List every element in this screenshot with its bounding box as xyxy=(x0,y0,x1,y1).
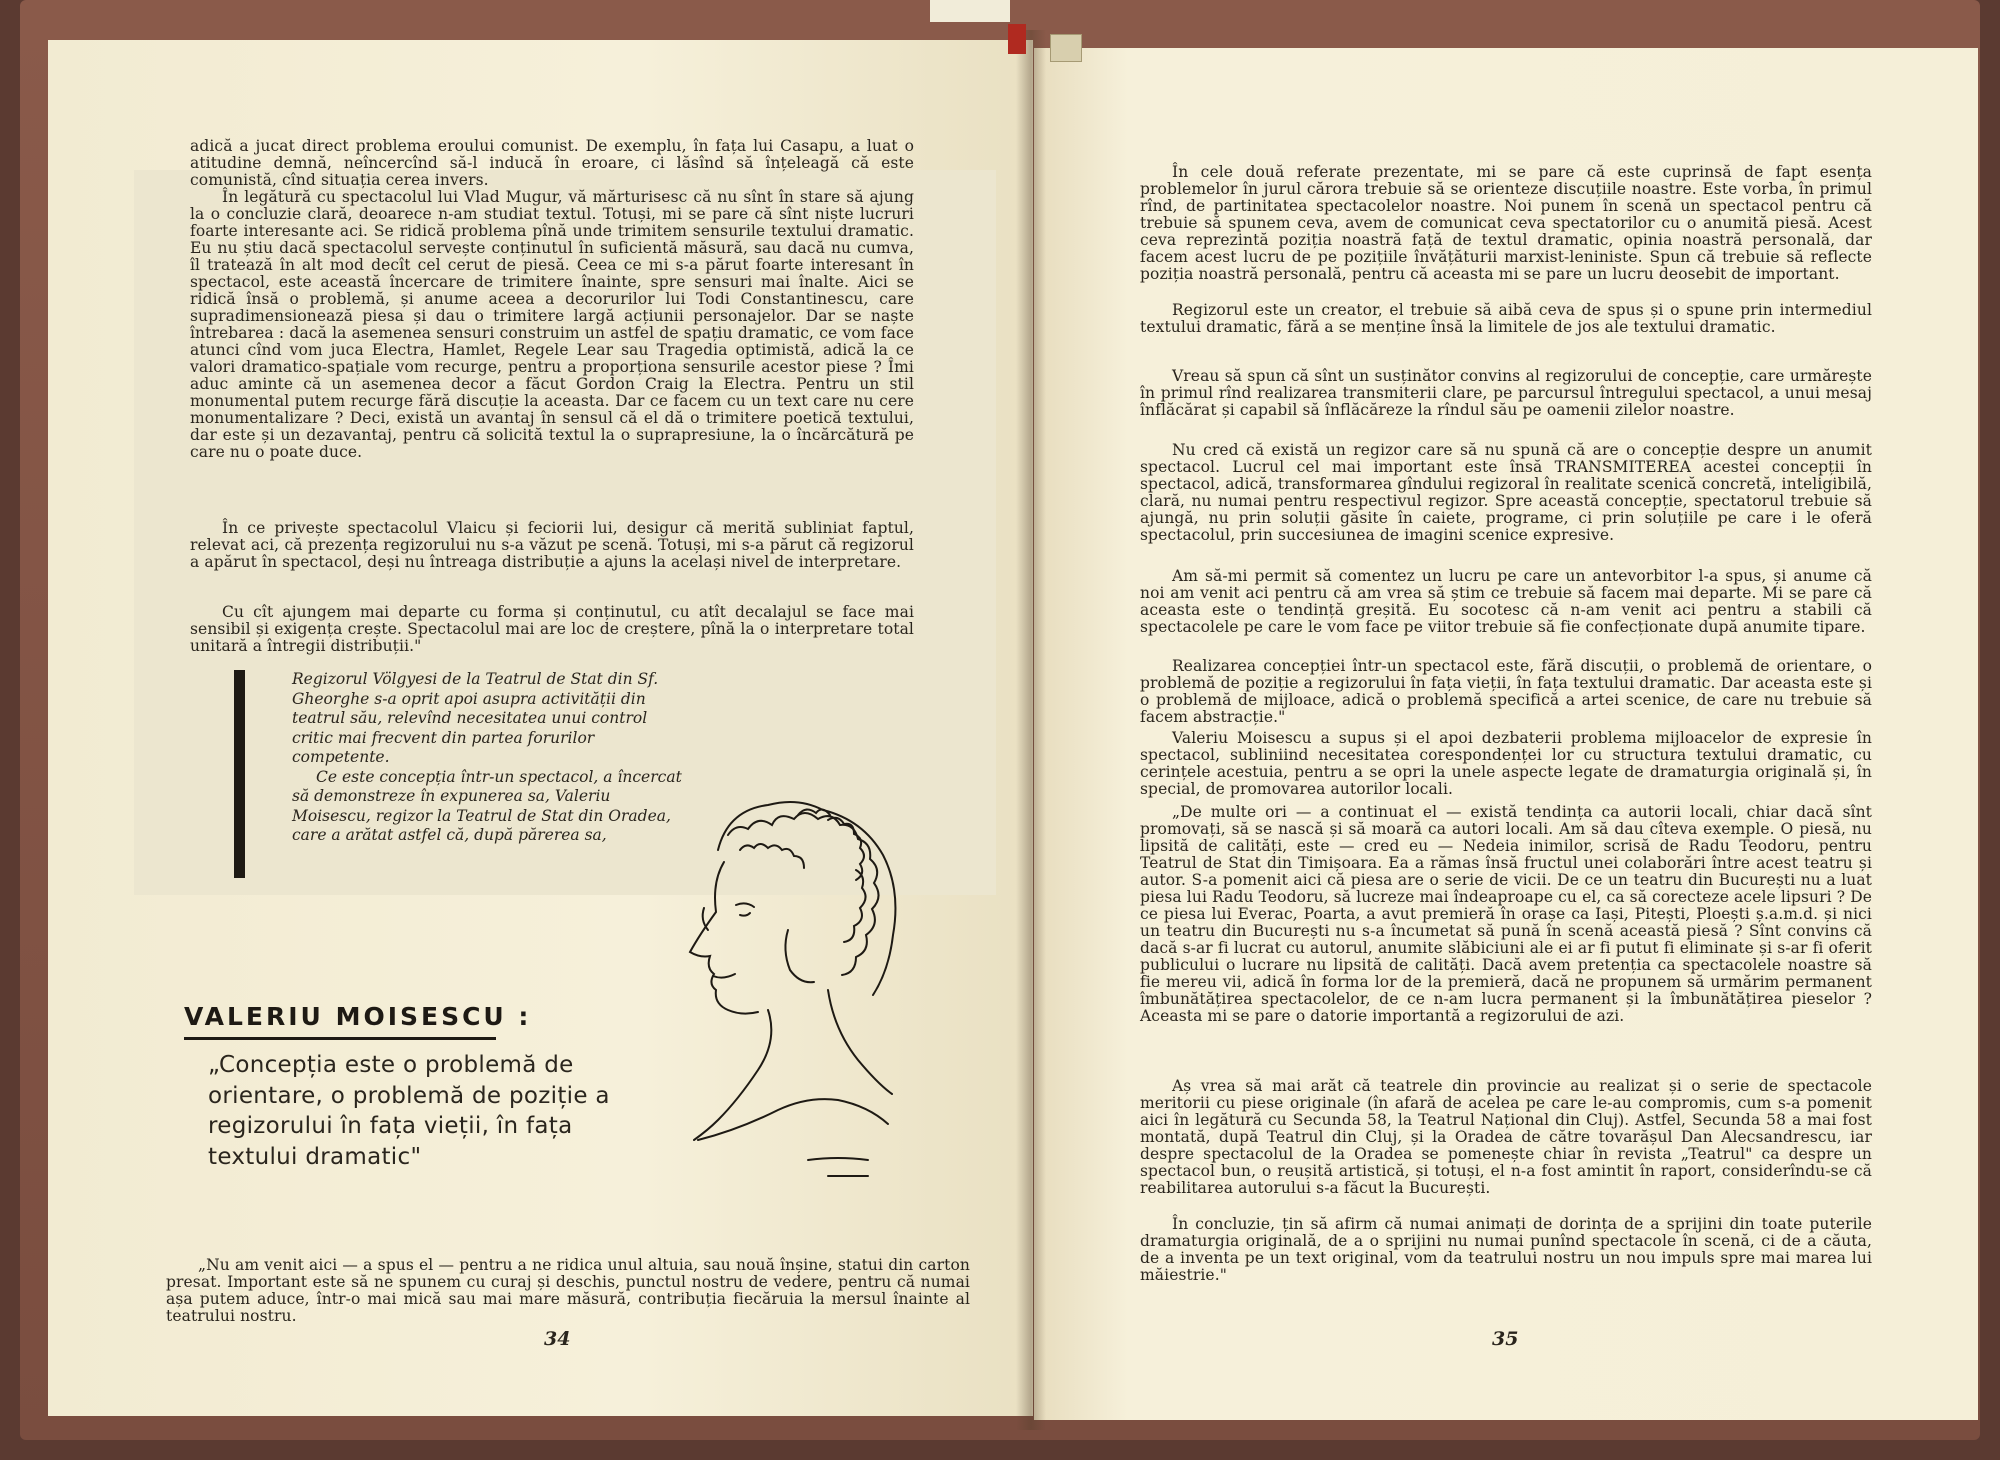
speaker-underline xyxy=(184,1037,496,1040)
intro-block xyxy=(292,670,682,846)
right-paragraph-4: Nu cred că există un regizor care să nu spună că are o concepție despre un anumit spectacol. Lucrul cel mai important este însă TRANSMITEREA acestei concepții în spectacol, adică, transformarea gîndului regizoral în realitate scenică concretă, inteligibilă, clară, nu numai pentru respectivul regizor. Spre această concepție, spectatorul trebuie să ajungă, nu prin soluții găsite în caiete, programe, ci prin soluțiile pe care i le oferă spectacolul, prin succesiunea de imagini scenice expresive. xyxy=(1140,441,1872,544)
left-page xyxy=(48,40,1033,1416)
left-paragraph-closing: „Nu am venit aici — a spus el — pentru a ne ridica unul altuia, sau nouă înșine, statui din carton presat. Important este să ne spunem cu curaj și deschis, punctul nostru de vedere, pentru că numai așa putem aduce, într-o mai mică sau mai mare măsură, contribuția fiecăruia la mersul înainte al teatrului nostru. xyxy=(166,1256,970,1325)
paper-slip xyxy=(930,0,1010,22)
left-paragraph-3: În ce privește spectacolul Vlaicu și feciorii lui, desigur că merită subliniat faptul, relevat aci, că prezența regizorului nu s-a văzut pe scenă. Totuși, mi s-a părut că regizorul a apărut în spectacol, deși nu întreaga distribuție a ajuns la același nivel de interpretare. xyxy=(190,519,914,571)
right-paragraph-9: Aș vrea să mai arăt că teatrele din provincie au realizat și o serie de spectacole meritorii cu piese originale (în afară de acelea pe care le-au compromis, cum s-a pomenit aici în legătură cu Secunda 58, la Teatrul Național din Cluj). Astfel, Secunda 58 a mai fost montată, după Teatrul din Cluj, și la Oradea de către tovarășul Dan Alecsandrescu, iar despre spectacolul de la Oradea se pomenește chiar în revista „Teatrul" ca despre un spectacol bun, o reușită artistică, și totuși, el n-a fost amintit în raport, considerîndu-se că reabilitarea autorului s-a făcut la București. xyxy=(1140,1077,1872,1197)
intro-rule xyxy=(234,670,245,878)
bookmark-ribbon xyxy=(1008,24,1026,54)
right-paragraph-3: Vreau să spun că sînt un susținător convins al regizorului de concepție, care urmărește în primul rînd realizarea transmiterii clare, pe parcursul întregului spectacol, a unui mesaj înflăcărat și capabil să înflăcăreze la rîndul său pe oamenii zilelor noastre. xyxy=(1140,367,1872,419)
pull-quote: „Concepția este o problemă de orientare, o problemă de poziție a regizorului în fața vieții, în fața textului dramatic" xyxy=(208,1052,610,1170)
right-paragraph-8: „De multe ori — a continuat el — există tendința ca autorii locali, chiar dacă sînt promovați, să se nască și să moară ca autori locali. Am să dau cîteva exemple. O piesă, nu lipsită de calități, este — cred eu — Nedeia inimilor, scrisă de Radu Teodoru, pentru Teatrul de Stat din Timișoara. Ea a rămas însă fructul unei colaborări între acest teatru și autor. S-a pomenit aici că piesa are o serie de vicii. De ce un teatru din București nu a luat piesa lui Radu Teodoru, să lucreze mai îndeaproape cu el, ca să corecteze acele lipsuri ? De ce piesa lui Everac, Poarta, a avut premieră în orașe ca Iași, Pitești, Ploești ș.a.m.d. și nici un teatru din București nu s-a încumetat să pună în scenă această piesă ? Sînt convins că dacă s-ar fi lucrat cu autorul, anumite slăbiciuni ale ei ar fi putut fi eliminate și s-ar fi oferit publicului o lucrare nu lipsită de calități. Dacă avem pretenția ca spectacolele noastre să fie mereu vii, adică în forma lor de la premieră, dacă ne propunem să urmărim permanent îmbunătățirea spectacolelor, de ce n-am lucra permanent și la îmbunătățirea pieselor ? Aceasta mi se pare o datorie importantă a regizorului de azi. xyxy=(1140,803,1872,1025)
left-paragraph-2: În legătură cu spectacolul lui Vlad Mugur, vă mărturisesc că nu sînt în stare să ajung la o concluzie clară, deoarece n-am studiat textul. Totuși, mi se pare că sînt niște lucruri foarte interesante aci. Se ridică problema pînă unde trimitem sensurile textului dramatic. Eu nu știu dacă spectacolul servește conținutul în suficientă măsură, sau dacă nu cumva, îl tratează în alt mod decît cel cerut de piesă. Ceea ce mi s-a părut foarte interesant în spectacol, este această încercare de trimitere înainte, spre sensuri mai înalte. Aici se ridică însă o problemă, și anume aceea a decorurilor lui Todi Constantinescu, care supradimensionează piesa și dau o trimitere largă acțiunii personajelor. Dar se naște întrebarea : dacă la asemenea sensuri construim un astfel de spațiu dramatic, ce vom face atunci cînd vom juca Electra, Hamlet, Regele Lear sau Tragedia optimistă, adică la ce valori dramatico-spațiale vom recurge, pentru a proporționa sensurile acestor piese ? Îmi aduc aminte că un asemenea decor a făcut Gordon Craig la Electra. Pentru un stil monumental putem recurge fără discuție la aceasta. Dar ce facem cu un text care nu cere monumentalizare ? Deci, există un avantaj în sensul că el dă o trimitere poetică textului, dar este și un dezavantaj, pentru că solicită textul la o suprapresiune, la o încărcătură pe care nu o poate duce. xyxy=(190,188,914,461)
intro-paragraph-2: Ce este concepția într-un spectacol, a încercat să demonstreze în expunerea sa, Valeriu Moisescu, regizor la Teatrul de Stat din Oradea, care a arătat astfel că, după părerea sa, xyxy=(292,767,682,844)
right-paragraph-10: În concluzie, țin să afirm că numai animați de dorința de a sprijini din toate puterile dramaturgia originală, de a o sprijini nu numai punînd spectacole în scenă, ci de a căuta, de a inventa pe un text original, vom da teatrului nostru un nou impuls spre mai marea lui măiestrie." xyxy=(1140,1215,1872,1284)
right-paragraph-1: În cele două referate prezentate, mi se pare că este cuprinsă de fapt esența problemelor în jurul cărora trebuie să se orienteze discuțiile noastre. Este vorba, în primul rînd, de partinitatea spectacolelor noastre. Noi punem în scenă un spectacol pentru că trebuie să spunem ceva, avem de comunicat ceva spectatorilor cu o anumită piesă. Acest ceva reprezintă poziția noastră față de textul dramatic, opinia noastră personală, dar facem acest lucru de pe pozițiile învățăturii marxist-leniniste. Spun că trebuie să reflecte poziția noastră personală, pentru că aceasta mi se pare un lucru deosebit de important. xyxy=(1140,163,1872,283)
right-paragraph-2: Regizorul este un creator, el trebuie să aibă ceva de spus și o spune prin intermediul textului dramatic, fără a se menține însă la limitele de jos ale textului dramatic. xyxy=(1140,301,1872,336)
page-tab xyxy=(1050,34,1082,62)
left-paragraph-1: adică a jucat direct problema eroului comunist. De exemplu, în fața lui Casapu, a luat o atitudine demnă, neîncercînd să-l inducă în eroare, ci lăsînd să înțeleagă că este comunistă, cînd situația cerea invers. xyxy=(190,137,914,189)
page-number-right: 35 xyxy=(1492,1328,1519,1350)
spine-shadow xyxy=(1016,30,1046,1430)
right-page xyxy=(1034,48,1978,1420)
intro-paragraph-1: Regizorul Völgyesi de la Teatrul de Stat din Sf. Gheorghe s-a oprit apoi asupra activității din teatrul său, relevînd necesitatea unui control critic mai frecvent din partea forurilor competente. xyxy=(292,670,659,766)
right-paragraph-6: Realizarea concepției într-un spectacol este, fără discuții, o problemă de orientare, o problemă de poziție a regizorului în fața vieții, în fața textului dramatic. Dar aceasta este și o problemă de mijloace, adică o problemă specifică a artei scenice, de care nu trebuie să facem abstracție." xyxy=(1140,657,1872,726)
right-paragraph-7: Valeriu Moisescu a supus și el apoi dezbaterii problema mijloacelor de expresie în spectacol, subliniind necesitatea corespondenței lor cu structura textului dramatic, cu cerințele acestuia, pentru a se opri la unele aspecte legate de dramaturgia originală și, în special, de promovarea autorilor locali. xyxy=(1140,729,1872,798)
portrait-sketch xyxy=(678,780,928,1180)
left-paragraph-4: Cu cît ajungem mai departe cu forma și conținutul, cu atît decalajul se face mai sensibil și exigența crește. Spectacolul mai are loc de creștere, pînă la o interpretare total unitară a întregii distribuții." xyxy=(190,603,914,655)
speaker-name: VALERIU MOISESCU : xyxy=(184,1002,532,1031)
page-number-left: 34 xyxy=(544,1328,571,1350)
right-paragraph-5: Am să-mi permit să comentez un lucru pe care un antevorbitor l-a spus, și anume că noi am venit aci pentru că am vrea să știm ce trebuie să facem mai departe. Mi se pare că aceasta este o tendință greșită. Eu socotesc că n-am venit aci pentru a stabili că spectacolele pe care le vom face pe viitor trebuie să fie confecționate după anumite tipare. xyxy=(1140,567,1872,636)
